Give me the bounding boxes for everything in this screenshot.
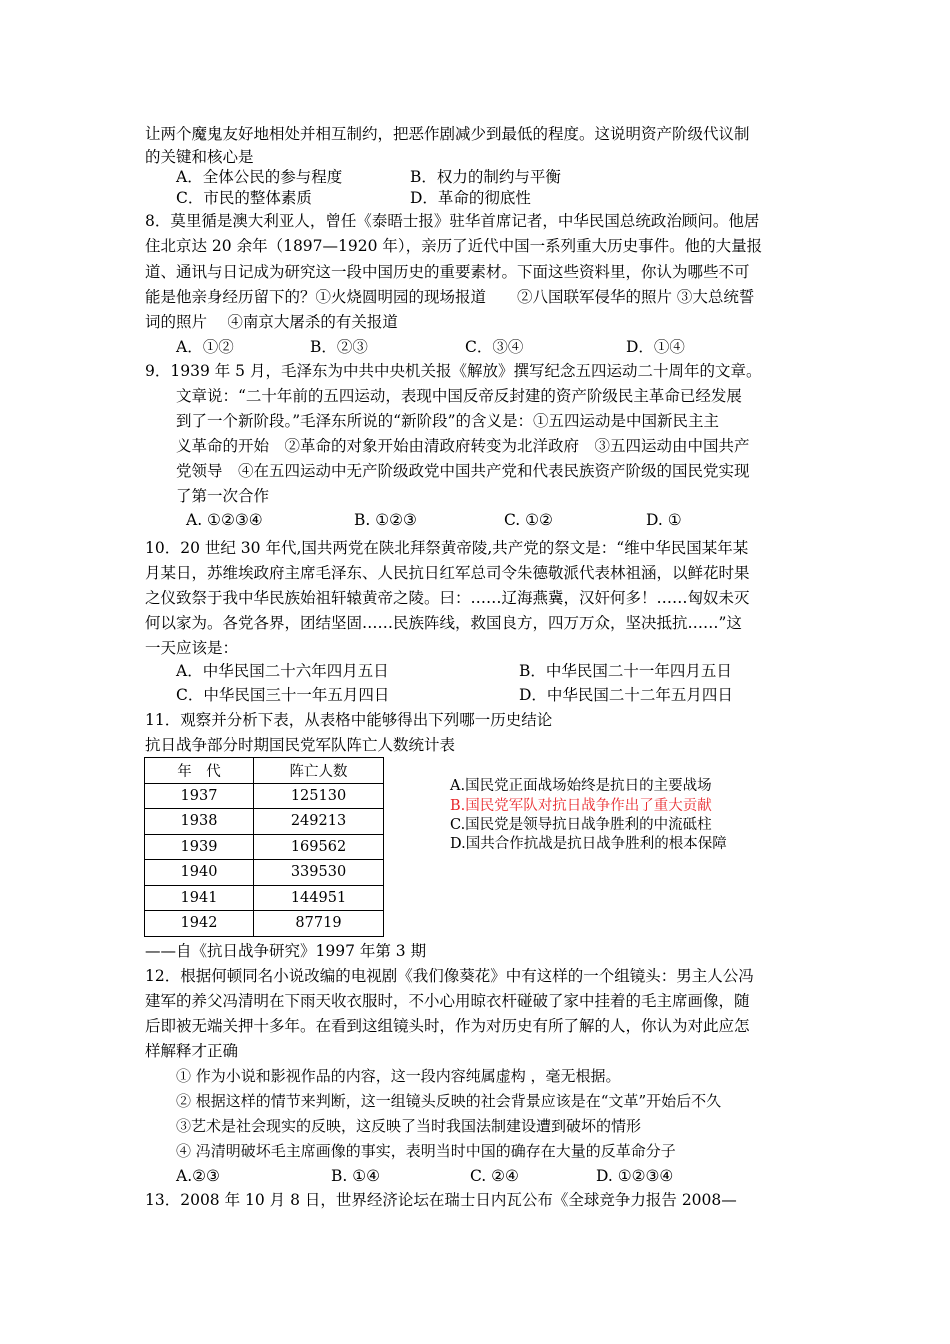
table-row	[145, 860, 384, 886]
intro-line-1: 让两个魔鬼友好地相处并相互制约，把恶作剧减少到最低的程度。这说明资产阶级代议制	[145, 125, 750, 143]
q10-line-5: 一天应该是：	[145, 639, 239, 657]
q8-option-c: C．③④	[465, 338, 524, 356]
cell-year: 1939	[145, 834, 254, 860]
intro-option-a: A．全体公民的参与程度	[176, 168, 343, 186]
header-casualties: 阵亡人数	[254, 758, 384, 784]
q9-option-b: B. ①②③	[354, 511, 417, 529]
q8-option-a: A．①②	[176, 338, 234, 356]
cell-casualties: 249213	[254, 809, 384, 835]
q9-line-2: 文章说：“二十年前的五四运动，表现中国反帝反封建的资产阶级民主革命已经发展	[176, 387, 742, 405]
q8-option-b: B．②③	[310, 338, 368, 356]
q12-option-c: C. ②④	[470, 1167, 519, 1185]
q12-line-4: 样解释才正确	[145, 1042, 239, 1060]
q13-line-1: 13．2008 年 10 月 8 日，世界经济论坛在瑞士日内瓦公布《全球竞争力报告 2008—	[145, 1191, 737, 1209]
q8-line-4: 能是他亲身经历留下的？①火烧圆明园的现场报道 ②八国联军侵华的照片 ③大总统誓	[145, 288, 755, 306]
q12-line-3: 后即被无端关押十多年。在看到这组镜头时，作为对历史有所了解的人，你认为对此应怎	[145, 1017, 750, 1035]
q12-item-4: ④ 冯清明破坏毛主席画像的事实，表明当时中国的确存在大量的反革命分子	[176, 1142, 676, 1160]
q10-option-b: B．中华民国二十一年四月五日	[519, 662, 732, 680]
q11-source: ——自《抗日战争研究》1997 年第 3 期	[145, 942, 427, 960]
cell-casualties: 169562	[254, 834, 384, 860]
q11-option-b-highlighted: B.国民党军队对抗日战争作出了重大贡献	[450, 798, 712, 814]
q11-option-d: D.国共合作抗战是抗日战争胜利的根本保障	[450, 836, 727, 852]
q12-item-3: ③艺术是社会现实的反映，这反映了当时我国法制建设遭到破坏的情形	[176, 1117, 642, 1135]
table-row	[145, 885, 384, 911]
casualty-table	[144, 757, 384, 937]
q12-item-2: ② 根据这样的情节来判断，这一组镜头反映的社会背景应该是在“文革”开始后不久	[176, 1092, 722, 1110]
cell-casualties: 339530	[254, 860, 384, 886]
q9-line-6: 了第一次合作	[176, 487, 270, 505]
q11-stem: 11．观察并分析下表，从表格中能够得出下列哪一历史结论	[145, 711, 553, 729]
q10-line-3: 之仪致祭于我中华民族始祖轩辕黄帝之陵。曰：……辽海燕冀，汉奸何多！……匈奴未灭	[145, 589, 750, 607]
q8-line-1: 8．莫里循是澳大利亚人，曾任《泰晤士报》驻华首席记者，中华民国总统政治顾问。他居	[145, 212, 760, 230]
q11-table-caption: 抗日战争部分时期国民党军队阵亡人数统计表	[145, 736, 456, 754]
header-year: 年 代	[145, 758, 254, 784]
intro-line-2: 的关键和核心是	[145, 148, 254, 166]
table-header-row	[145, 758, 384, 784]
cell-casualties: 125130	[254, 783, 384, 809]
q12-option-b: B. ①④	[331, 1167, 381, 1185]
q9-line-1: 9．1939 年 5 月，毛泽东为中共中央机关报《解放》撰写纪念五四运动二十周年的文章。	[145, 362, 762, 380]
q11-option-c: C.国民党是领导抗日战争胜利的中流砥柱	[450, 817, 712, 833]
intro-option-d: D．革命的彻底性	[410, 189, 531, 207]
q8-line-3: 道、通讯与日记成为研究这一段中国历史的重要素材。下面这些资料里，你认为哪些不可	[145, 263, 750, 281]
table-row	[145, 809, 384, 835]
table-row	[145, 834, 384, 860]
q8-line-2: 住北京达 20 余年（1897—1920 年），亲历了近代中国一系列重大历史事件。他的大量报	[145, 237, 763, 255]
cell-year: 1937	[145, 783, 254, 809]
table-row	[145, 783, 384, 809]
q10-line-4: 何以家为。各党各界，团结坚固……民族阵线，救国良方，四万万众，坚决抵抗……”这	[145, 614, 742, 632]
cell-casualties: 87719	[254, 911, 384, 937]
cell-year: 1941	[145, 885, 254, 911]
q9-option-c: C. ①②	[504, 511, 553, 529]
q10-line-1: 10．20 世纪 30 年代,国共两党在陕北拜祭黄帝陵,共产党的祭文是：“维中华民国某年某	[145, 539, 749, 557]
q10-option-a: A．中华民国二十六年四月五日	[176, 662, 389, 680]
q12-item-1: ① 作为小说和影视作品的内容，这一段内容纯属虚构 ，毫无根据。	[176, 1067, 621, 1085]
q9-option-d: D. ①	[646, 511, 682, 529]
intro-option-b: B．权力的制约与平衡	[410, 168, 561, 186]
cell-year: 1938	[145, 809, 254, 835]
q12-option-a: A.②③	[176, 1167, 220, 1185]
q9-line-4: 义革命的开始 ②革命的对象开始由清政府转变为北洋政府 ③五四运动由中国共产	[176, 437, 750, 455]
q12-line-1: 12．根据何顿同名小说改编的电视剧《我们像葵花》中有这样的一个组镜头：男主人公冯	[145, 967, 754, 985]
q10-option-d: D．中华民国二十二年五月四日	[519, 686, 733, 704]
q9-line-3: 到了一个新阶段。”毛泽东所说的“新阶段”的含义是：①五四运动是中国新民主主	[176, 412, 720, 430]
q8-line-5: 词的照片 ④南京大屠杀的有关报道	[145, 313, 398, 331]
table-row	[145, 911, 384, 937]
q11-option-a: A.国民党正面战场始终是抗日的主要战场	[450, 778, 712, 794]
q9-line-5: 党领导 ④在五四运动中无产阶级政党中国共产党和代表民族资产阶级的国民党实现	[176, 462, 750, 480]
intro-option-c: C．市民的整体素质	[176, 189, 312, 207]
cell-year: 1940	[145, 860, 254, 886]
q12-line-2: 建军的养父冯清明在下雨天收衣服时，不小心用晾衣杆碰破了家中挂着的毛主席画像，随	[145, 992, 750, 1010]
q9-option-a: A. ①②③④	[186, 511, 263, 529]
q10-line-2: 月某日，苏维埃政府主席毛泽东、人民抗日红军总司令朱德敬派代表林祖涵，以鲜花时果	[145, 564, 750, 582]
q8-option-d: D．①④	[626, 338, 685, 356]
cell-year: 1942	[145, 911, 254, 937]
cell-casualties: 144951	[254, 885, 384, 911]
q10-option-c: C．中华民国三十一年五月四日	[176, 686, 390, 704]
q12-option-d: D. ①②③④	[596, 1167, 674, 1185]
